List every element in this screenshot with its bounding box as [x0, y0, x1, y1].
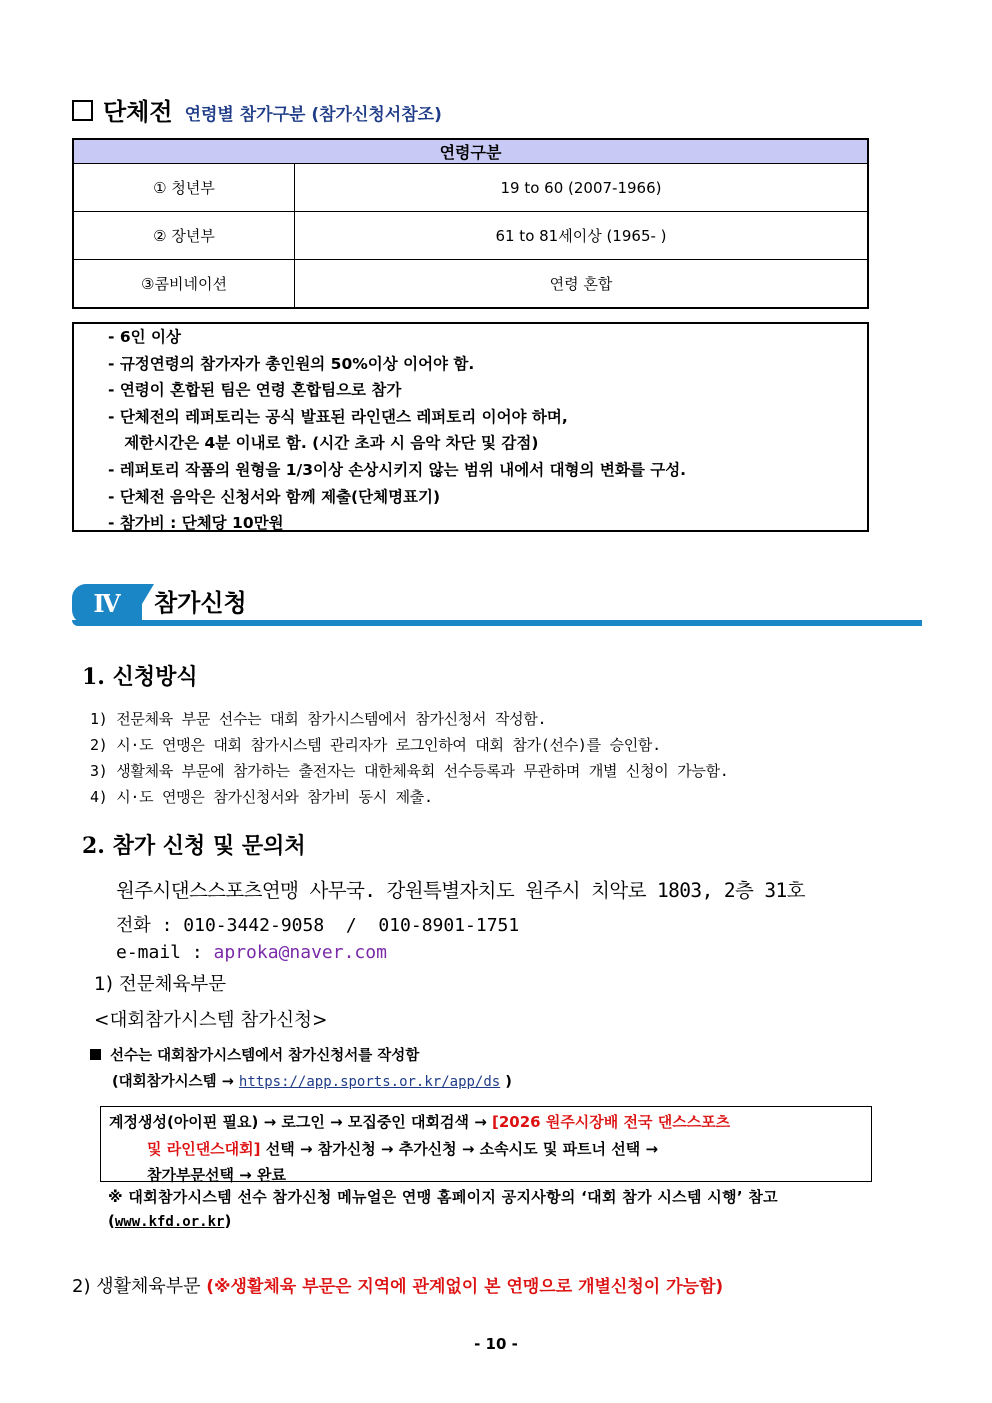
paren-close: )	[224, 1212, 232, 1230]
email-link[interactable]: aproka@naver.com	[213, 942, 387, 963]
rule-item: - 단체전의 레퍼토리는 공식 발표된 라인댄스 레퍼토리 이어야 하며,	[108, 407, 568, 426]
age-range-cell: 연령 혼합	[295, 260, 869, 309]
table-header: 연령구분	[73, 139, 868, 164]
list-item: 3) 생활체육 부문에 참가하는 출전자는 대한체육회 선수등록과 무관하며 개별 신청이 가능함.	[90, 762, 729, 780]
email-line	[116, 942, 387, 963]
page-number: - 10 -	[474, 1335, 518, 1353]
manual-link-line	[108, 1212, 231, 1230]
steps-line-2	[109, 1136, 871, 1163]
list-item: 1) 전문체육 부문 선수는 대회 참가시스템에서 참가신청서 작성함.	[90, 710, 547, 728]
rule-item: 제한시간은 4분 이내로 함. (시간 초과 시 음악 차단 및 감점)	[108, 434, 539, 453]
elite-sports-subtitle: <대회참가시스템 참가신청>	[94, 1010, 328, 1031]
event-name-highlight: 및 라인댄스대회]	[147, 1139, 261, 1158]
team-event-heading	[72, 92, 442, 126]
paren-open: (	[108, 1212, 115, 1230]
elite-sports-title: 1) 전문체육부문	[94, 974, 227, 995]
chapter-number-badge: Ⅳ	[72, 584, 142, 624]
bullet-text: 선수는 대회참가시스템에서 참가신청서를 작성함	[110, 1048, 420, 1064]
application-method-list	[90, 706, 729, 810]
list-item: 2) 시·도 연맹은 대회 참가시스템 관리자가 로그인하여 대회 참가(선수)를 승인함.	[90, 736, 661, 754]
team-rules-box	[72, 322, 869, 532]
age-category-cell: ① 청년부	[73, 164, 295, 212]
system-link-suffix: )	[500, 1074, 512, 1090]
table-row	[73, 164, 868, 212]
system-link-line	[112, 1070, 512, 1091]
federation-homepage-link[interactable]: www.kfd.or.kr	[114, 1214, 225, 1230]
email-label: e-mail :	[116, 942, 214, 963]
steps-line-3: 참가부문선택 → 완료	[147, 1166, 286, 1184]
steps-text: 계정생성(아이핀 필요) → 로그인 → 모집중인 대회검색 →	[109, 1113, 492, 1131]
manual-note: ※ 대회참가시스템 선수 참가신청 메뉴얼은 연맹 홈페이지 공지사항의 ‘대회 참가 시스템 시행’ 참고	[108, 1188, 778, 1206]
table-row	[73, 260, 868, 309]
chapter-title: 참가신청	[154, 589, 247, 617]
application-steps-box	[100, 1106, 872, 1182]
list-item: 4) 시·도 연맹은 참가신청서와 참가비 동시 제출.	[90, 788, 433, 806]
table-header-row	[73, 139, 868, 164]
section-heading-application-method: 1. 신청방식	[82, 664, 198, 690]
rules-list	[74, 324, 867, 537]
team-event-subtitle: 연령별 참가구분 (참가신청서참조)	[184, 105, 442, 125]
system-bullet	[90, 1044, 419, 1065]
rule-item: - 6인 이상	[108, 328, 181, 346]
rule-item: - 규정연령의 참가자가 총인원의 50%이상 이어야 함.	[108, 354, 475, 373]
rule-item: - 레퍼토리 작품의 원형을 1/3이상 손상시키지 않는 범위 내에서 대형의 변화를 구성.	[108, 460, 687, 479]
steps-text: 선택 → 참가신청 → 추가신청 → 소속시도 및 파트너 선택 →	[260, 1139, 659, 1158]
living-sports-note: (※생활체육 부문은 지역에 관계없이 본 연맹으로 개별신청이 가능함)	[206, 1277, 724, 1297]
team-event-title: 단체전	[103, 98, 173, 126]
steps-line-1	[109, 1109, 871, 1136]
phone-numbers: 전화 : 010-3442-9058 / 010-8901-1751	[116, 915, 520, 936]
event-name-highlight: [2026 원주시장배 전국 댄스스포츠	[492, 1113, 731, 1131]
square-bullet-icon	[90, 1049, 101, 1060]
living-sports-label: 2) 생활체육부문	[72, 1276, 207, 1297]
age-range-cell: 61 to 81세이상 (1965- )	[295, 212, 869, 260]
rule-item: - 참가비 : 단체당 10만원	[108, 514, 284, 533]
chapter-banner	[72, 582, 924, 630]
rule-item: - 단체전 음악은 신청서와 함께 제출(단체명표기)	[108, 487, 441, 506]
age-category-table	[72, 138, 869, 309]
age-range-cell: 19 to 60 (2007-1966)	[295, 164, 869, 212]
system-url-link[interactable]: https://app.sports.or.kr/app/ds	[238, 1074, 501, 1090]
chapter-underline	[72, 620, 922, 626]
rule-item: - 연령이 혼합된 팀은 연령 혼합팀으로 참가	[108, 381, 402, 400]
table-row	[73, 212, 868, 260]
age-category-cell: ③콤비네이션	[73, 260, 295, 309]
system-link-prefix: (대회참가시스템 →	[112, 1074, 239, 1090]
living-sports-line	[72, 1272, 723, 1298]
section-heading-contact: 2. 참가 신청 및 문의처	[82, 833, 306, 859]
office-address: 원주시댄스스포츠연맹 사무국. 강원특별자치도 원주시 치악로 1803, 2층 31호	[116, 879, 805, 902]
checkbox-square-icon	[72, 100, 93, 121]
age-category-cell: ② 장년부	[73, 212, 295, 260]
